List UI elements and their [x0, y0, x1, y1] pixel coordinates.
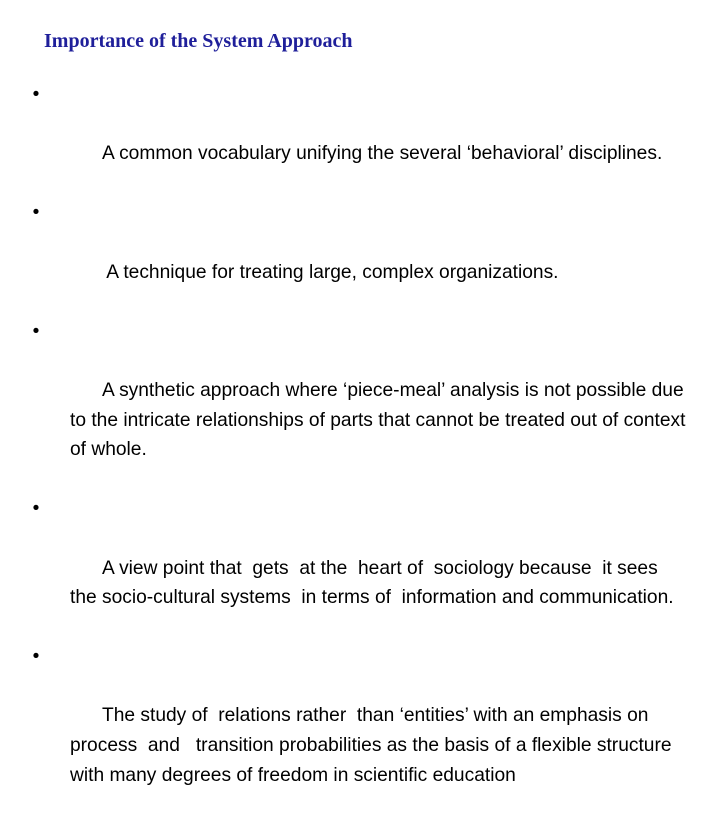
slide-title: Importance of the System Approach	[44, 30, 353, 52]
bullet-text: A technique for treating large, complex organizations.	[102, 261, 559, 283]
bullet-text: The study of relations rather than ‘entities’ with an emphasis on process and transition probabilities as the basis of a flexible structure with many degrees of freedom in scientific education	[70, 705, 683, 786]
bullet-text: A view point that gets at the heart of sociology because it sees the socio-cultural systems in terms of information and communication.	[70, 557, 674, 609]
bullet-item	[26, 80, 690, 198]
bullet-item	[26, 642, 690, 820]
bullet-dot-icon: •	[32, 646, 40, 668]
bullet-dot-icon: •	[32, 202, 40, 224]
bullet-item	[26, 317, 690, 495]
bullet-text: A synthetic approach where ‘piece-meal’ analysis is not possible due to the intricate relationships of parts that cannot be treated out of context of whole.	[70, 379, 691, 461]
bullet-dot-icon: •	[32, 320, 40, 342]
bullet-list	[26, 80, 690, 820]
bullet-dot-icon: •	[32, 498, 40, 520]
bullet-item	[26, 494, 690, 642]
bullet-dot-icon: •	[32, 84, 40, 105]
bullet-item	[26, 198, 690, 316]
bullet-text: A common vocabulary unifying the several ‘behavioral’ disciplines.	[102, 143, 663, 165]
